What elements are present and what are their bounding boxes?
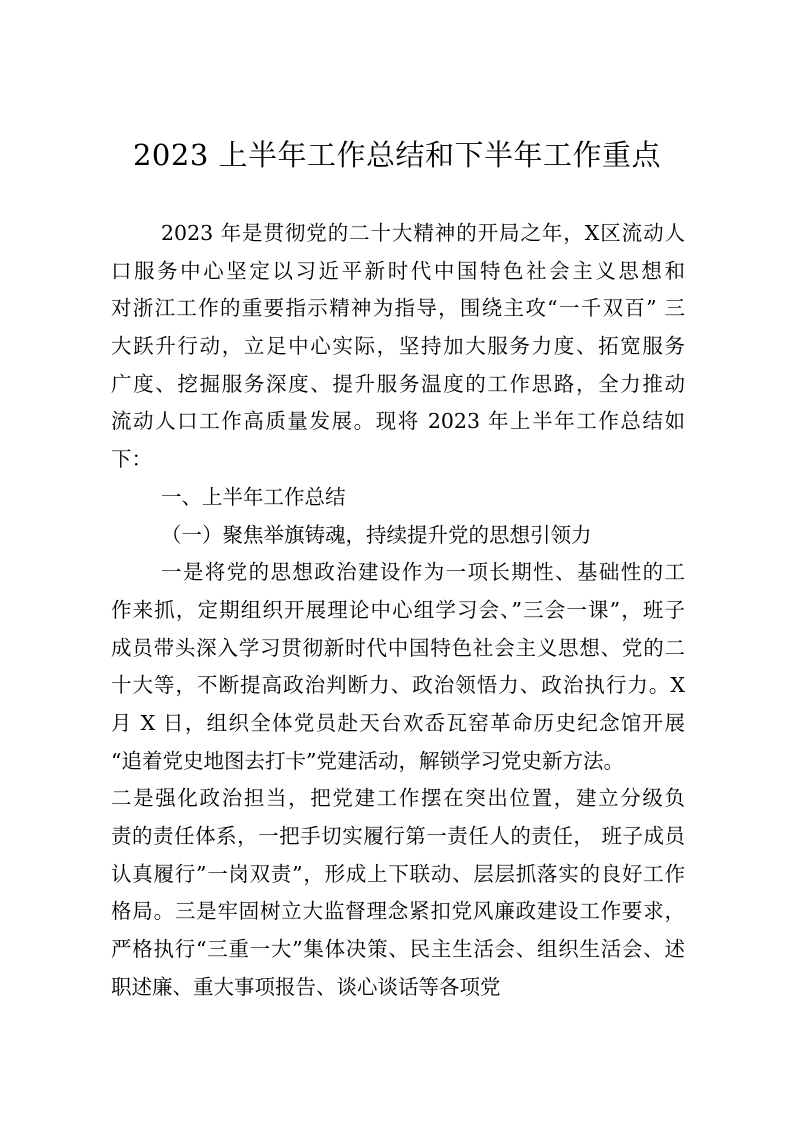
document-body — [111, 215, 685, 1006]
section-heading: 一、上半年工作总结 — [161, 484, 346, 509]
paragraph-line: 责的责任体系，一把手切实履行第一责任人的责任， 班子成员 — [111, 824, 685, 848]
paragraph-line: 流动人口工作高质量发展。现将 2023 年上半年工作总结如 — [111, 409, 685, 434]
paragraph-line: 一是将党的思想政治建设作为一项长期性、基础性的工 — [161, 560, 685, 585]
paragraph-line: 口服务中心坚定以习近平新时代中国特色社会主义思想和 — [111, 258, 685, 283]
paragraph-line: 格局。三是牢固树立大监督理念紧扣党风廉政建设工作要求， — [111, 899, 685, 924]
paragraph-line: 对浙江工作的重要指示精神为指导，围绕主攻“一千双百” 三 — [111, 296, 685, 321]
paragraph-line: 认真履行”一岗双责”，形成上下联动、层层抓落实的良好工作 — [111, 861, 685, 886]
subsection-heading: （一）聚焦举旗铸魂，持续提升党的思想引领力 — [161, 522, 592, 547]
paragraph-line: 严格执行“三重一大”集体决策、民主生活会、组织生活会、述 — [111, 937, 685, 962]
paragraph-line: 十大等，不断提高政治判断力、政治领悟力、政治执行力。X — [111, 673, 685, 698]
paragraph-line: 大跃升行动，立足中心实际，坚持加大服务力度、拓宽服务 — [111, 334, 685, 359]
paragraph-line: 2023 年是贯彻党的二十大精神的开局之年，X区流动人 — [161, 221, 685, 245]
paragraph-line: 成员带头深入学习贯彻新时代中国特色社会主义思想、党的二 — [111, 635, 685, 660]
paragraph-line: 广度、挖掘服务深度、提升服务温度的工作思路，全力推动 — [111, 371, 685, 396]
paragraph-line: 下： — [111, 447, 152, 472]
paragraph-line: 月 X 日，组织全体党员赴天台欢岙瓦窑革命历史纪念馆开展 — [111, 710, 685, 735]
paragraph-line: 作来抓，定期组织开展理论中心组学习会、”三会一课”，班子 — [111, 597, 685, 622]
paragraph-line: 职述廉、重大事项报告、谈心谈话等各项党 — [111, 974, 501, 999]
paragraph-line: 二是强化政治担当，把党建工作摆在突出位置，建立分级负 — [111, 786, 685, 811]
paragraph-line: “追着党史地图去打卡”党建活动，解锁学习党史新方法。 — [111, 748, 624, 773]
page-title: 2023 上半年工作总结和下半年工作重点 — [132, 138, 662, 172]
